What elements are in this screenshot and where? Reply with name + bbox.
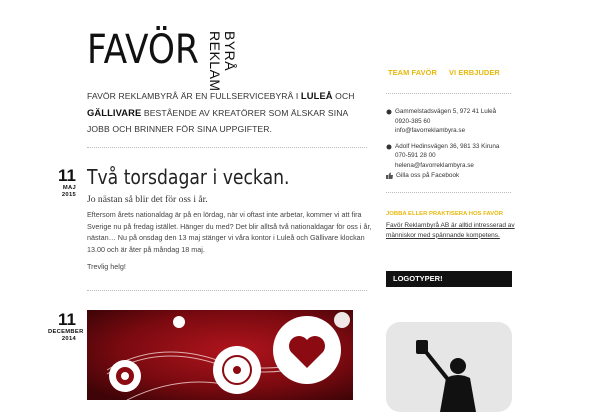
post-date xyxy=(48,310,84,343)
intro-text xyxy=(87,88,367,138)
contact-email[interactable] xyxy=(386,161,526,171)
site-logo[interactable] xyxy=(87,28,217,72)
post-body xyxy=(87,209,375,279)
contact-email2[interactable]: helena@favorreklambyra.se xyxy=(395,161,474,169)
location-icon xyxy=(386,109,392,115)
sidebar-divider xyxy=(386,93,511,94)
facebook-label[interactable]: Gilla oss på Facebook xyxy=(396,172,460,179)
thumbs-up-icon xyxy=(386,172,393,179)
post-title[interactable]: Två torsdagar i veckan. xyxy=(87,165,290,189)
contact-phone xyxy=(386,151,526,161)
contact-address-lulea xyxy=(386,107,526,117)
post-date-month: DECEMBER xyxy=(48,329,84,335)
jobs-text[interactable] xyxy=(386,221,516,240)
intro-city1: LULEÅ xyxy=(300,90,333,101)
contact-email[interactable] xyxy=(386,126,526,136)
post-paragraph: Eftersom årets nationaldag är på en lördag, när vi oftast inte arbetar, kommer vi att fira Sverige nu på fredag istället. Hänger du med? Det blir alltså två nationaldagar för oss i år, nästan… Nu på onsdag den 13 maj stänger vi våra kontor i Luleå och Gällivare klockan 13.00 och är åter på måndag 18 maj. xyxy=(87,210,372,254)
nav-team-favor[interactable]: TEAM FAVÖR xyxy=(388,68,437,77)
post-image-graphic xyxy=(87,310,353,400)
post-date-year: 2014 xyxy=(61,336,76,342)
post-paragraph: Trevlig helg! xyxy=(87,262,126,272)
contact-phone xyxy=(386,117,526,127)
contact-phone1: 0920-385 60 xyxy=(395,117,431,125)
post-featured-image[interactable] xyxy=(87,310,353,400)
logo-side-text xyxy=(207,31,248,92)
post-date-year: 2015 xyxy=(61,192,76,198)
intro-part3: BESTÅENDE AV KREATÖRER SOM ÄLSKAR SINA JOBB OCH BRINNER FÖR SINA UPPGIFTER. xyxy=(87,107,348,134)
post-divider xyxy=(87,290,367,291)
contact-phone2: 070-591 28 00 xyxy=(395,152,436,160)
sidebar-divider xyxy=(386,192,511,193)
logotype-thumbnail[interactable] xyxy=(386,322,512,412)
post-subtitle: Jo nästan så blir det för oss i år. xyxy=(87,194,208,205)
selfie-figure-icon xyxy=(386,322,512,412)
logotyper-heading[interactable]: LOGOTYPER! xyxy=(386,271,512,287)
intro-divider xyxy=(87,147,367,148)
nav-vi-erbjuder[interactable]: VI ERBJUDER xyxy=(449,68,500,77)
jobs-heading[interactable]: JOBBA ELLER PRAKTISERA HOS FAVÖR xyxy=(386,211,503,217)
post-date-day: 11 xyxy=(58,310,76,329)
logo-wordmark: FAVÖR xyxy=(87,27,199,73)
logo-side-line1: REKLAM xyxy=(207,31,223,92)
contact-address-kiruna xyxy=(386,142,526,152)
post-date-day: 11 xyxy=(58,166,76,185)
contact-email1[interactable]: info@favorreklambyra.se xyxy=(395,127,466,135)
intro-part2: OCH xyxy=(332,91,355,101)
contact-address1: Gammelstadsvägen 5, 972 41 Luleå xyxy=(395,108,497,115)
contact-info xyxy=(386,107,526,171)
logo-side-line2: BYRÅ xyxy=(222,31,238,72)
post-date-month: MAJ xyxy=(62,185,76,191)
location-icon xyxy=(386,144,392,150)
contact-address2: Adolf Hedinsvägen 36, 981 33 Kiruna xyxy=(395,142,500,150)
post-date xyxy=(48,167,76,199)
jobs-link[interactable]: Favör Reklambyrå AB är alltid intresserad av människor med spännande kompetens. xyxy=(386,222,515,239)
intro-part1: FAVÖR REKLAMBYRÅ ÄR EN FULLSERVICEBYRÅ I xyxy=(87,91,301,101)
facebook-link[interactable] xyxy=(386,172,459,179)
intro-city2: GÄLLIVARE xyxy=(87,106,142,118)
